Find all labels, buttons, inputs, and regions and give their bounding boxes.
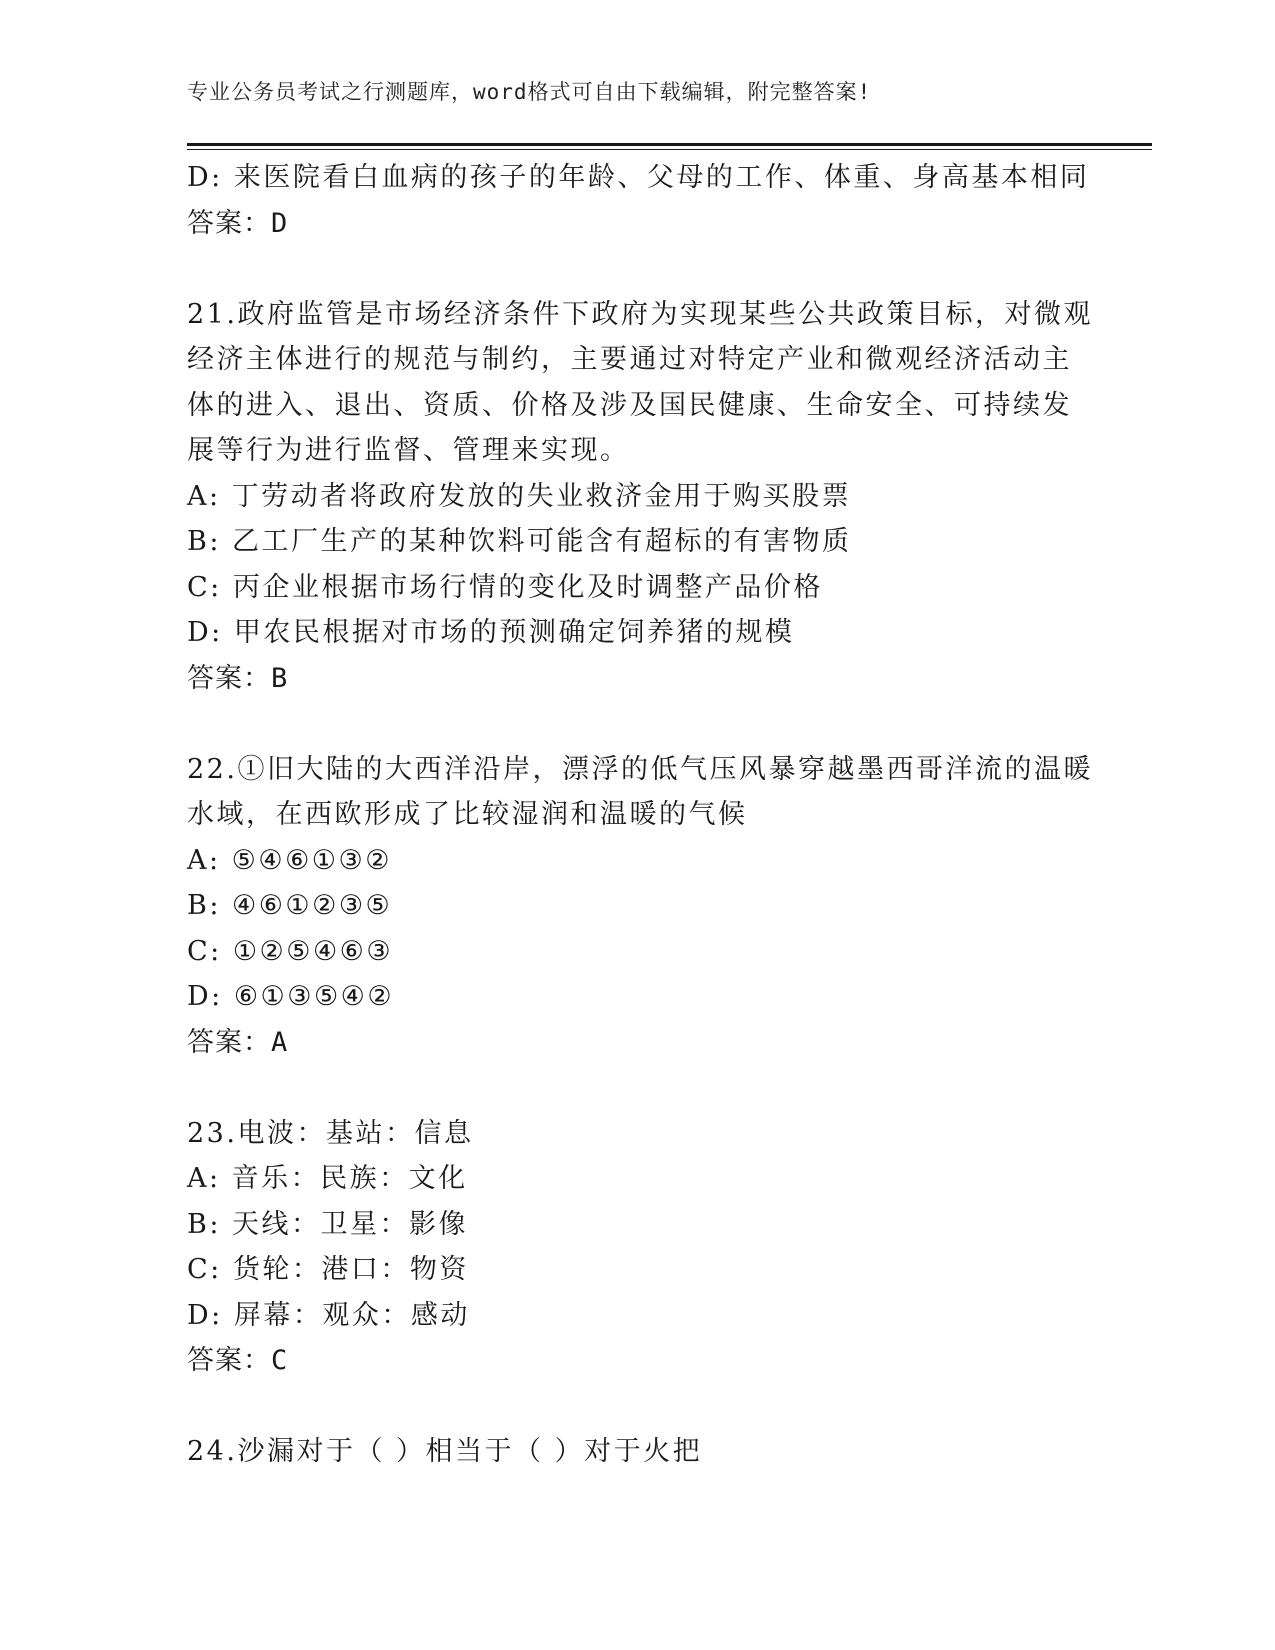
option-a: A: ⑤④⑥①③②: [187, 844, 392, 876]
option-d: D: ⑥①③⑤④②: [187, 981, 395, 1012]
answer-line: [187, 201, 1087, 247]
spacer: [187, 1384, 1087, 1430]
answer-value: D: [271, 207, 289, 239]
question-block-21: [187, 292, 1093, 702]
option-a: A: 丁劳动者将政府发放的失业救济金用于购买股票: [187, 480, 852, 512]
header-rule-thin: [187, 149, 1152, 150]
question-block-24: [187, 1429, 1087, 1475]
spacer: [187, 1065, 1087, 1111]
question-stem: 经济主体进行的规范与制约，主要通过对特定产业和微观经济活动主: [187, 344, 1072, 375]
option-d: D: 来医院看白血病的孩子的年龄、父母的工作、体重、身高基本相同: [187, 162, 1090, 193]
answer-label: 答案：: [187, 207, 271, 239]
header-rule-thick: [187, 143, 1152, 146]
answer-line: [187, 1020, 1087, 1066]
question-stem: 22.①旧大陆的大西洋沿岸，漂浮的低气压风暴穿越墨西哥洋流的温暖: [187, 753, 1093, 785]
spacer: [187, 701, 1087, 747]
spacer: [187, 246, 1087, 292]
answer-label: 答案：: [187, 1345, 271, 1376]
page-header: 专业公务员考试之行测题库，word格式可自由下载编辑，附完整答案!: [187, 80, 872, 104]
question-stem: 23.电波：基站：信息: [187, 1117, 474, 1149]
question-block-22: [187, 747, 1093, 1066]
answer-value: B: [271, 662, 289, 694]
question-stem: 展等行为进行监督、管理来实现。: [187, 435, 630, 466]
question-stem: 24.沙漏对于（ ）相当于（ ）对于火把: [187, 1436, 703, 1467]
option-d: D: 屏幕：观众：感动: [187, 1299, 470, 1331]
question-stem: 体的进入、退出、资质、价格及涉及国民健康、生命安全、可持续发: [187, 389, 1072, 421]
option-c: C: ①②⑤④⑥③: [187, 935, 394, 967]
answer-line: [187, 1338, 1087, 1384]
question-block-23: [187, 1111, 1087, 1384]
option-b: B: ④⑥①②③⑤: [187, 890, 393, 921]
answer-value: A: [271, 1026, 289, 1058]
answer-label: 答案：: [187, 1026, 271, 1058]
option-d: D: 甲农民根据对市场的预测确定饲养猪的规模: [187, 617, 795, 648]
option-c: C: 丙企业根据市场行情的变化及时调整产品价格: [187, 571, 823, 603]
question-block-20: [187, 155, 1090, 246]
option-a: A: 音乐：民族：文化: [187, 1163, 468, 1194]
answer-line: [187, 656, 1087, 702]
question-stem: 21.政府监管是市场经济条件下政府为实现某些公共政策目标，对微观: [187, 298, 1093, 330]
answer-label: 答案：: [187, 662, 271, 694]
option-b: B: 乙工厂生产的某种饮料可能含有超标的有害物质: [187, 526, 852, 557]
answer-value: C: [271, 1345, 289, 1376]
option-b: B: 天线：卫星：影像: [187, 1208, 469, 1240]
question-content: [187, 155, 1093, 1475]
question-stem: 水域，在西欧形成了比较湿润和温暖的气候: [187, 799, 748, 830]
option-c: C: 货轮：港口：物资: [187, 1254, 469, 1285]
